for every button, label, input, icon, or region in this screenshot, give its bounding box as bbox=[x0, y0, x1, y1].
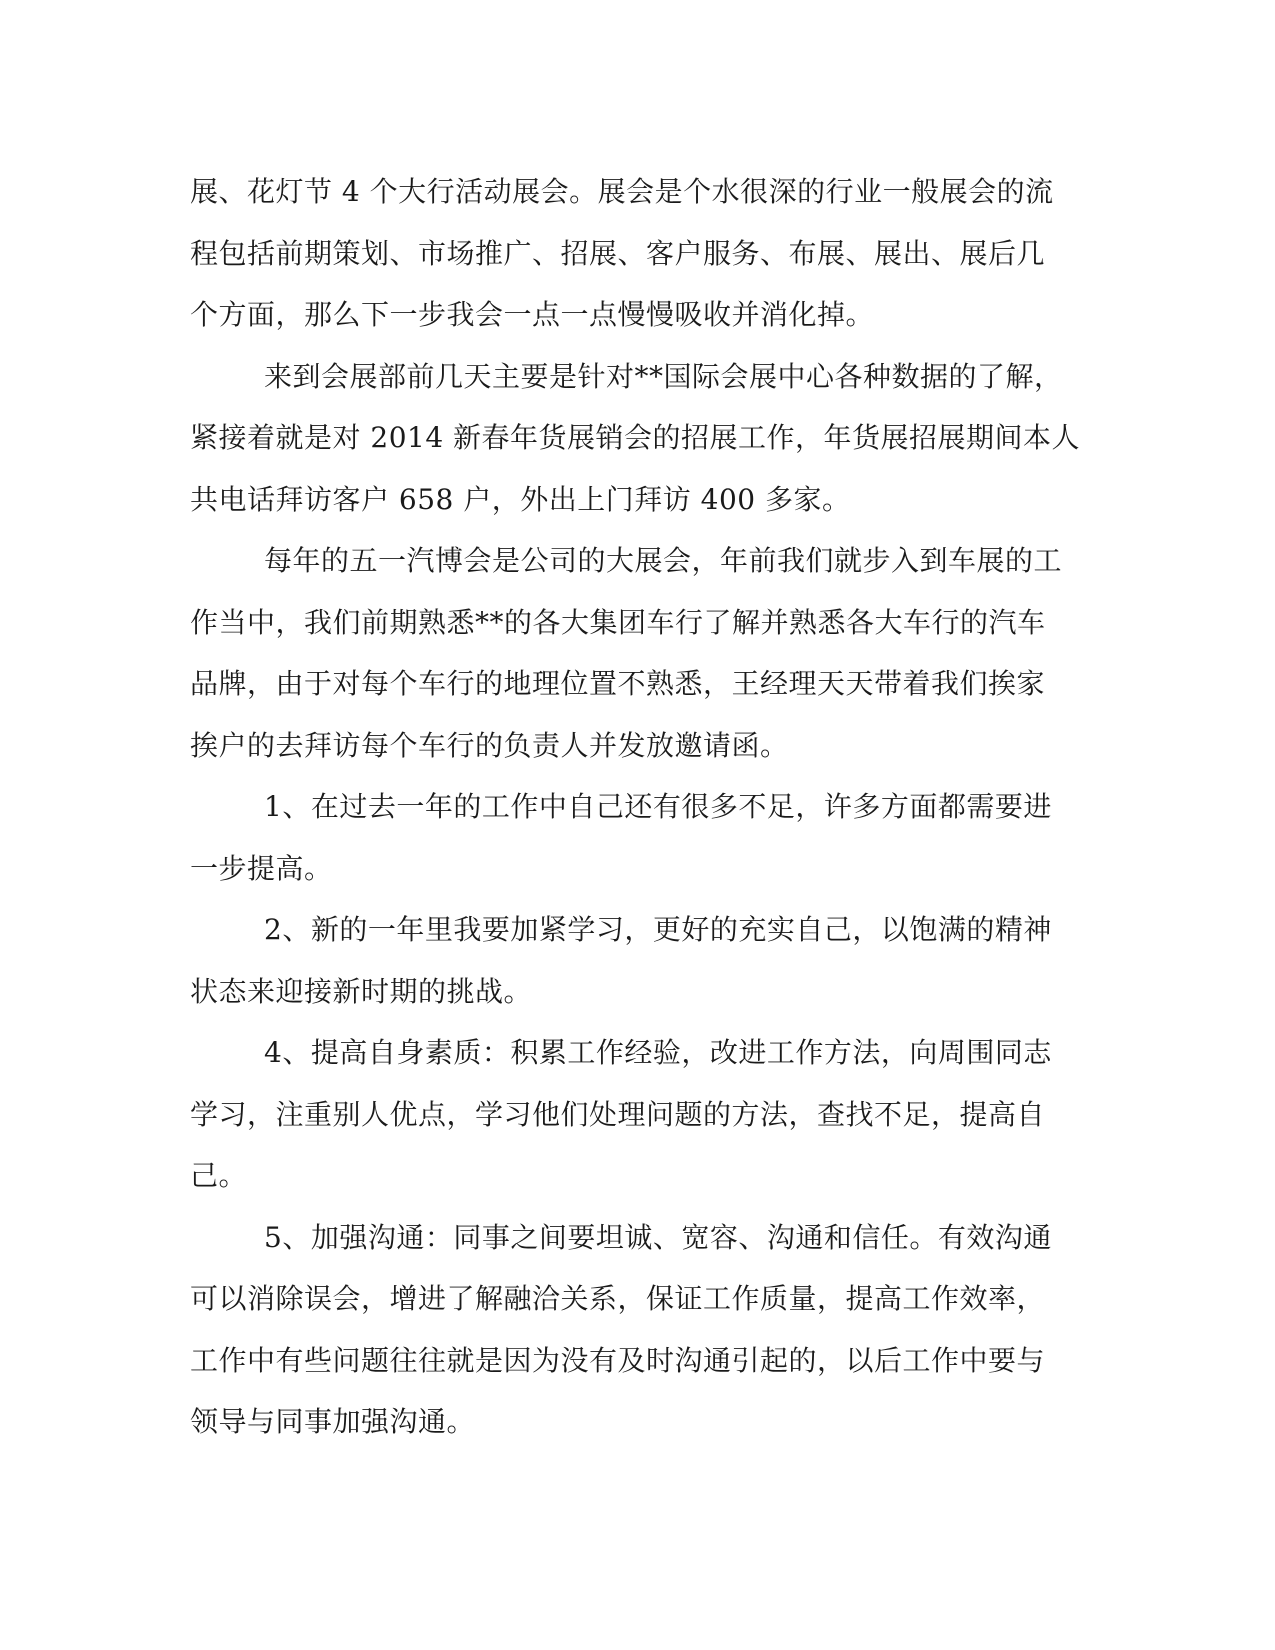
text-line: 程包括前期策划、市场推广、招展、客户服务、布展、展出、展后几 bbox=[190, 236, 1046, 270]
paragraph-item-1 bbox=[190, 776, 1075, 899]
text-line: 作当中，我们前期熟悉**的各大集团车行了解并熟悉各大车行的汽车 bbox=[190, 605, 1046, 639]
paragraph-auto-expo bbox=[190, 530, 1075, 776]
paragraph-exhibition-overview bbox=[190, 161, 1075, 346]
text-line: 共电话拜访客户 658 户，外出上门拜访 400 多家。 bbox=[190, 482, 851, 516]
text-line: 挨户的去拜访每个车行的负责人并发放邀请函。 bbox=[190, 728, 789, 762]
text-line: 每年的五一汽博会是公司的大展会，年前我们就步入到车展的工 bbox=[264, 544, 1063, 577]
text-line: 2、新的一年里我要加紧学习，更好的充实自己，以饱满的精神 bbox=[264, 913, 1052, 946]
paragraph-recruitment-work bbox=[190, 346, 1081, 531]
text-line: 展、花灯节 4 个大行活动展会。展会是个水很深的行业一般展会的流 bbox=[190, 175, 1054, 208]
text-line: 状态来迎接新时期的挑战。 bbox=[190, 974, 533, 1008]
text-line: 1、在过去一年的工作中自己还有很多不足，许多方面都需要进 bbox=[264, 790, 1052, 823]
text-line: 己。 bbox=[190, 1159, 248, 1192]
text-line: 品牌，由于对每个车行的地理位置不熟悉，王经理天天带着我们挨家 bbox=[190, 667, 1046, 700]
document-body bbox=[190, 161, 1081, 1453]
text-line: 学习，注重别人优点，学习他们处理问题的方法，查找不足，提高自 bbox=[190, 1097, 1046, 1131]
paragraph-item-4 bbox=[190, 1022, 1075, 1207]
text-line: 5、加强沟通：同事之间要坦诚、宽容、沟通和信任。有效沟通 bbox=[264, 1220, 1052, 1254]
text-line: 可以消除误会，增进了解融洽关系，保证工作质量，提高工作效率， bbox=[190, 1282, 1046, 1315]
text-line: 紧接着就是对 2014 新春年货展销会的招展工作，年货展招展期间本人 bbox=[190, 421, 1081, 454]
text-line: 个方面，那么下一步我会一点一点慢慢吸收并消化掉。 bbox=[190, 298, 875, 331]
text-line: 领导与同事加强沟通。 bbox=[190, 1405, 476, 1438]
text-line: 工作中有些问题往往就是因为没有及时沟通引起的，以后工作中要与 bbox=[190, 1343, 1046, 1377]
text-line: 4、提高自身素质：积累工作经验，改进工作方法，向周围同志 bbox=[264, 1036, 1052, 1069]
paragraph-item-5 bbox=[190, 1207, 1075, 1453]
text-line: 来到会展部前几天主要是针对**国际会展中心各种数据的了解， bbox=[264, 359, 1063, 393]
text-line: 一步提高。 bbox=[190, 851, 333, 885]
paragraph-item-2 bbox=[190, 899, 1075, 1022]
